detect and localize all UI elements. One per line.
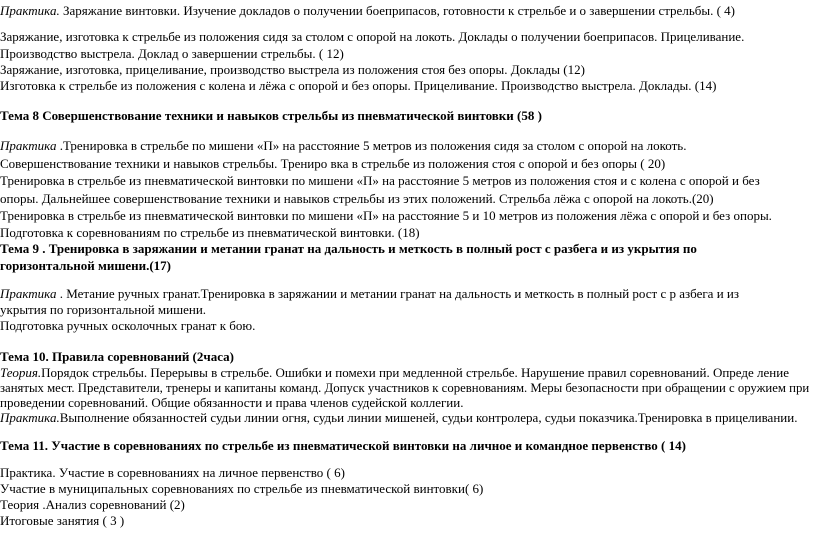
text-run: горизонтальной мишени.(17) — [0, 258, 171, 273]
topic-9-practice-3 — [0, 318, 255, 334]
text-run: Практика. — [0, 3, 60, 18]
topic-8-practice-2 — [0, 156, 665, 172]
text-run: Заряжание, изготовка, прицеливание, производство выстрела из положения стоя без опоры. Доклады (12) — [0, 62, 585, 77]
text-run: проведении соревнований. Общие обязанности и права членов судейской коллегии. — [0, 395, 464, 410]
text-run: Заряжание, изготовка к стрельбе из положения сидя за столом с опорой на локоть. Доклады о получении боеприпасов. Прицеливание. — [0, 29, 745, 44]
text-run: Участие в муниципальных соревнованиях по стрельбе из пневматической винтовки( 6) — [0, 481, 484, 496]
text-run: Производство выстрела. Доклад о завершении стрельбы. ( 12) — [0, 46, 344, 61]
text-run: Подготовка ручных осколочных гранат к бою. — [0, 318, 256, 333]
text-run: Практика — [0, 286, 57, 301]
text-run: Теория .Анализ соревнований (2) — [0, 497, 185, 512]
topic-10-heading — [0, 349, 234, 365]
text-run: Тема 9 . Тренировка в заряжании и метании гранат на дальность и меткость в полный рост с разбега и из укрытия по — [0, 241, 697, 256]
text-run: Практика. Участие в соревнованиях на личное первенство ( 6) — [0, 465, 345, 480]
topic-10-theory-3 — [0, 395, 463, 411]
topic-11-municipal — [0, 481, 483, 497]
text-run: Теория. — [0, 365, 42, 380]
topic-8-practice-5 — [0, 208, 772, 224]
text-run: Тема 8 Совершенствование техники и навыков стрельбы из пневматической винтовки (58 ) — [0, 108, 542, 123]
text-run: Тренировка в стрельбе из пневматической винтовки по мишени «П» на расстояние 5 и 10 метров из положения лёжа с опорой и без опоры. — [0, 208, 772, 223]
text-run: занятых мест. Представители, тренеры и капитаны команд. Допуск участников к соревнованиям. Меры безопасности при обращении с оружием при — [0, 381, 810, 395]
text-run: Подготовка к соревнованиям по стрельбе из пневматической винтовки. (18) — [0, 225, 420, 240]
topic-10-theory-2 — [0, 380, 809, 396]
topic-9-practice-2 — [0, 302, 206, 318]
topic-11-theory — [0, 497, 185, 513]
practice-12-line-2 — [0, 46, 344, 62]
practice-14-line — [0, 78, 716, 94]
final-lessons — [0, 513, 124, 529]
topic-9-practice-1 — [0, 286, 739, 302]
text-run: укрытия по горизонтальной мишени. — [0, 302, 207, 317]
text-run: Совершенствование техники и навыков стрельбы. Трениро вка в стрельбе из положения стоя с опорой и без опоры ( 20) — [0, 156, 666, 171]
practice-12-line-1 — [0, 29, 744, 45]
text-run: Практика. — [0, 410, 60, 425]
topic-8-practice-6 — [0, 225, 420, 241]
topic-8-practice-4 — [0, 191, 714, 207]
topic-8-practice-1 — [0, 138, 686, 154]
text-run: Тема 11. Участие в соревнованиях по стрельбе из пневматической винтовки на личное и командное первенство ( 14) — [0, 438, 686, 453]
topic-10-practice — [0, 410, 797, 426]
text-run: Изготовка к стрельбе из положения с колена и лёжа с опорой и без опоры. Прицеливание. Производство выстрела. Доклады. (14) — [0, 78, 717, 93]
text-run: Порядок стрельбы. Перерывы в стрельбе. Ошибки и помехи при медленной стрельбе. Нарушение правил соревнований. Опреде ление — [41, 365, 789, 380]
text-run: Тема 10. Правила соревнований (2часа) — [0, 349, 234, 364]
topic-8-practice-3 — [0, 173, 760, 189]
topic-11-practice — [0, 465, 345, 481]
text-run: .Тренировка в стрельбе по мишени «П» на расстояние 5 метров из положения сидя за столом с опорой на локоть. — [56, 138, 687, 153]
text-run: Заряжание винтовки. Изучение докладов о получении боеприпасов, готовности к стрельбе и о завершении стрельбы. ( 4) — [59, 3, 735, 18]
text-run: опоры. Дальнейшее совершенствование техники и навыков стрельбы из этих положений. Стрельба лёжа с опорой на локоть.(20) — [0, 191, 714, 206]
topic-8-heading — [0, 108, 542, 124]
text-run: Практика — [0, 138, 57, 153]
text-run: Итоговые занятия ( 3 ) — [0, 513, 125, 528]
topic-10-theory-1 — [0, 365, 789, 381]
text-run: . Метание ручных гранат.Тренировка в заряжании и метании гранат на дальность и меткость в полный рост с р азбега и из — [56, 286, 739, 301]
text-run: Выполнение обязанностей судьи линии огня, судьи линии мишеней, судьи контролера, судьи показчика.Тренировка в прицеливании. — [59, 410, 798, 425]
topic-9-heading-2 — [0, 258, 171, 274]
practice-4-line — [0, 3, 735, 19]
practice-12-standing — [0, 62, 585, 78]
topic-9-heading-1 — [0, 241, 697, 257]
topic-11-heading — [0, 438, 686, 454]
text-run: Тренировка в стрельбе из пневматической винтовки по мишени «П» на расстояние 5 метров из положения стоя и с колена с опорой и без — [0, 173, 760, 188]
